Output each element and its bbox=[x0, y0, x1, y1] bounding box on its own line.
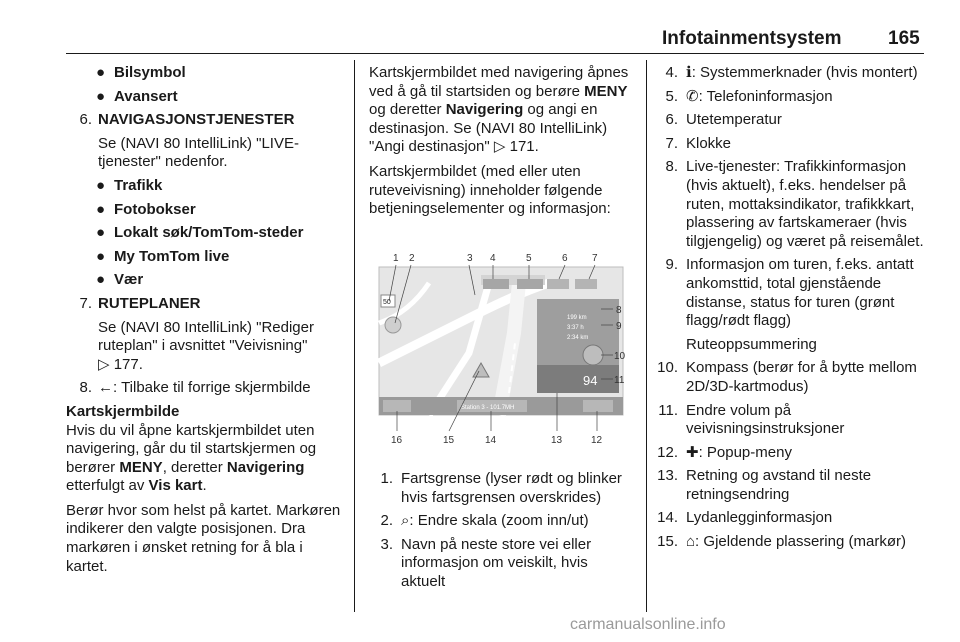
paragraph: Hvis du vil åpne kartskjermbildet uten navigering, går du til startskjermen og berører MENY, deretter Navigering etterfulgt av Vis kart. bbox=[66, 421, 317, 495]
list-item: 13. Retning og avstand til neste retningsendring bbox=[657, 467, 872, 503]
back-arrow-icon: ← bbox=[98, 379, 113, 397]
column-1 bbox=[66, 64, 346, 582]
list-item: 4. ℹ: Systemmerknader (hvis montert) bbox=[665, 64, 918, 81]
column-divider-1 bbox=[354, 60, 355, 612]
svg-text:12: 12 bbox=[591, 435, 603, 446]
svg-text:10: 10 bbox=[614, 351, 626, 362]
navigation-map-figure bbox=[369, 243, 631, 453]
paragraph: Kartskjermbildet (med eller uten ruteveivisning) inneholder følgende betjeningselementer og informasjon: bbox=[369, 162, 611, 218]
list-item: ● Lokalt søk/TomTom-steder bbox=[96, 224, 304, 242]
svg-text:2:34 km: 2:34 km bbox=[567, 335, 589, 341]
svg-text:2: 2 bbox=[409, 253, 415, 264]
svg-text:16: 16 bbox=[391, 435, 403, 446]
column-3 bbox=[654, 64, 926, 557]
list-item: 14. Lydanlegginformasjon bbox=[657, 509, 833, 527]
list-item: 10. Kompass (berør for å bytte mellom 2D/3D-kartmodus) bbox=[657, 359, 917, 395]
list-item: 11. Endre volum på veivisningsinstruksjoner bbox=[658, 401, 845, 438]
list-item: 6. Utetemperatur bbox=[665, 111, 782, 129]
figure-legend bbox=[369, 470, 633, 597]
list-item: ● Trafikk bbox=[96, 176, 163, 194]
paragraph: Kartskjermbildet med navigering åpnes ved å gå til startsiden og berøre MENY og deretter Navigering og angi en destinasjon. Se (NAVI 80 IntelliLink) "Angi destinasjon" ▷ 171. bbox=[369, 64, 629, 156]
list-item: ● Vær bbox=[96, 271, 144, 289]
svg-text:15: 15 bbox=[443, 435, 455, 446]
list-item: 2. ⌕: Endre skala (zoom inn/ut) bbox=[380, 512, 589, 530]
list-item: 5. ✆: Telefoninformasjon bbox=[665, 87, 833, 105]
list-item: 1. Fartsgrense (lyser rødt og blinker hvis fartsgrensen overskrides) bbox=[380, 470, 622, 506]
svg-text:8: 8 bbox=[616, 305, 622, 316]
list-item: ● My TomTom live bbox=[96, 247, 230, 265]
list-item: 7. RUTEPLANER bbox=[79, 294, 201, 312]
watermark: carmanualsonline.info bbox=[570, 616, 726, 633]
svg-text:7: 7 bbox=[592, 253, 598, 264]
svg-text:3: 3 bbox=[467, 253, 473, 264]
column-2 bbox=[369, 64, 633, 225]
list-item: 8. Live-tjenester: Trafikkinformasjon (hvis aktuelt), f.eks. hendelser på ruten, mottaksindikator, trafikkkart, plassering av fartskameraer (hvis tilgjengelig) og været på reisemålet. bbox=[665, 158, 924, 250]
running-header-title: Infotainmentsystem bbox=[662, 28, 842, 49]
list-item: 12. ✚: Popup-meny bbox=[657, 443, 792, 461]
page-number: 165 bbox=[888, 28, 920, 49]
map-screen-illustration bbox=[369, 243, 631, 453]
list-item: ● Bilsymbol bbox=[96, 64, 186, 81]
svg-text:199 km: 199 km bbox=[567, 315, 587, 321]
list-item: 9. Informasjon om turen, f.eks. antatt ankomsttid, total gjenstående distanse, status for turen (grønt flagg/rødt flagg) bbox=[665, 256, 914, 330]
svg-text:11: 11 bbox=[614, 375, 625, 386]
section-heading: Kartskjermbilde bbox=[66, 402, 180, 420]
paragraph: Berør hvor som helst på kartet. Markøren indikerer den valgte posisjonen. Dra markøren i ønsket retning for å bla i kartet. bbox=[66, 501, 341, 575]
svg-text:9: 9 bbox=[616, 321, 622, 332]
svg-text:5: 5 bbox=[526, 253, 532, 264]
item-description: Se (NAVI 80 IntelliLink) "Rediger ruteplan" i avsnittet "Veivisning" ▷ 177. bbox=[98, 318, 314, 373]
svg-text:Station 3 - 101.7MH: Station 3 - 101.7MH bbox=[461, 405, 515, 411]
svg-text:14: 14 bbox=[485, 435, 497, 446]
svg-text:13: 13 bbox=[551, 435, 563, 446]
list-item: 6. NAVIGASJONSTJENESTER bbox=[79, 111, 295, 129]
column-divider-2 bbox=[646, 60, 647, 612]
svg-text:3:37 h: 3:37 h bbox=[567, 325, 584, 331]
list-item: 3. Navn på neste store vei eller informasjon om veiskilt, hvis aktuelt bbox=[380, 535, 592, 590]
list-item: ● Fotobokser bbox=[96, 200, 196, 218]
list-item: 15. ⌂: Gjeldende plassering (markør) bbox=[657, 533, 906, 551]
svg-text:6: 6 bbox=[562, 253, 568, 264]
list-item: Ruteoppsummering bbox=[686, 335, 817, 353]
svg-text:4: 4 bbox=[490, 253, 496, 264]
item-description: Se (NAVI 80 IntelliLink) "LIVE-tjenester" nedenfor. bbox=[98, 134, 299, 171]
svg-text:94: 94 bbox=[583, 373, 598, 388]
svg-text:1: 1 bbox=[393, 253, 399, 264]
list-item: 8. ←: Tilbake til forrige skjermbilde bbox=[79, 379, 311, 397]
header-divider bbox=[66, 53, 924, 54]
list-item: ● Avansert bbox=[96, 87, 178, 105]
list-item: 7. Klokke bbox=[665, 134, 732, 152]
speed-limit-label: 50 bbox=[383, 299, 391, 306]
